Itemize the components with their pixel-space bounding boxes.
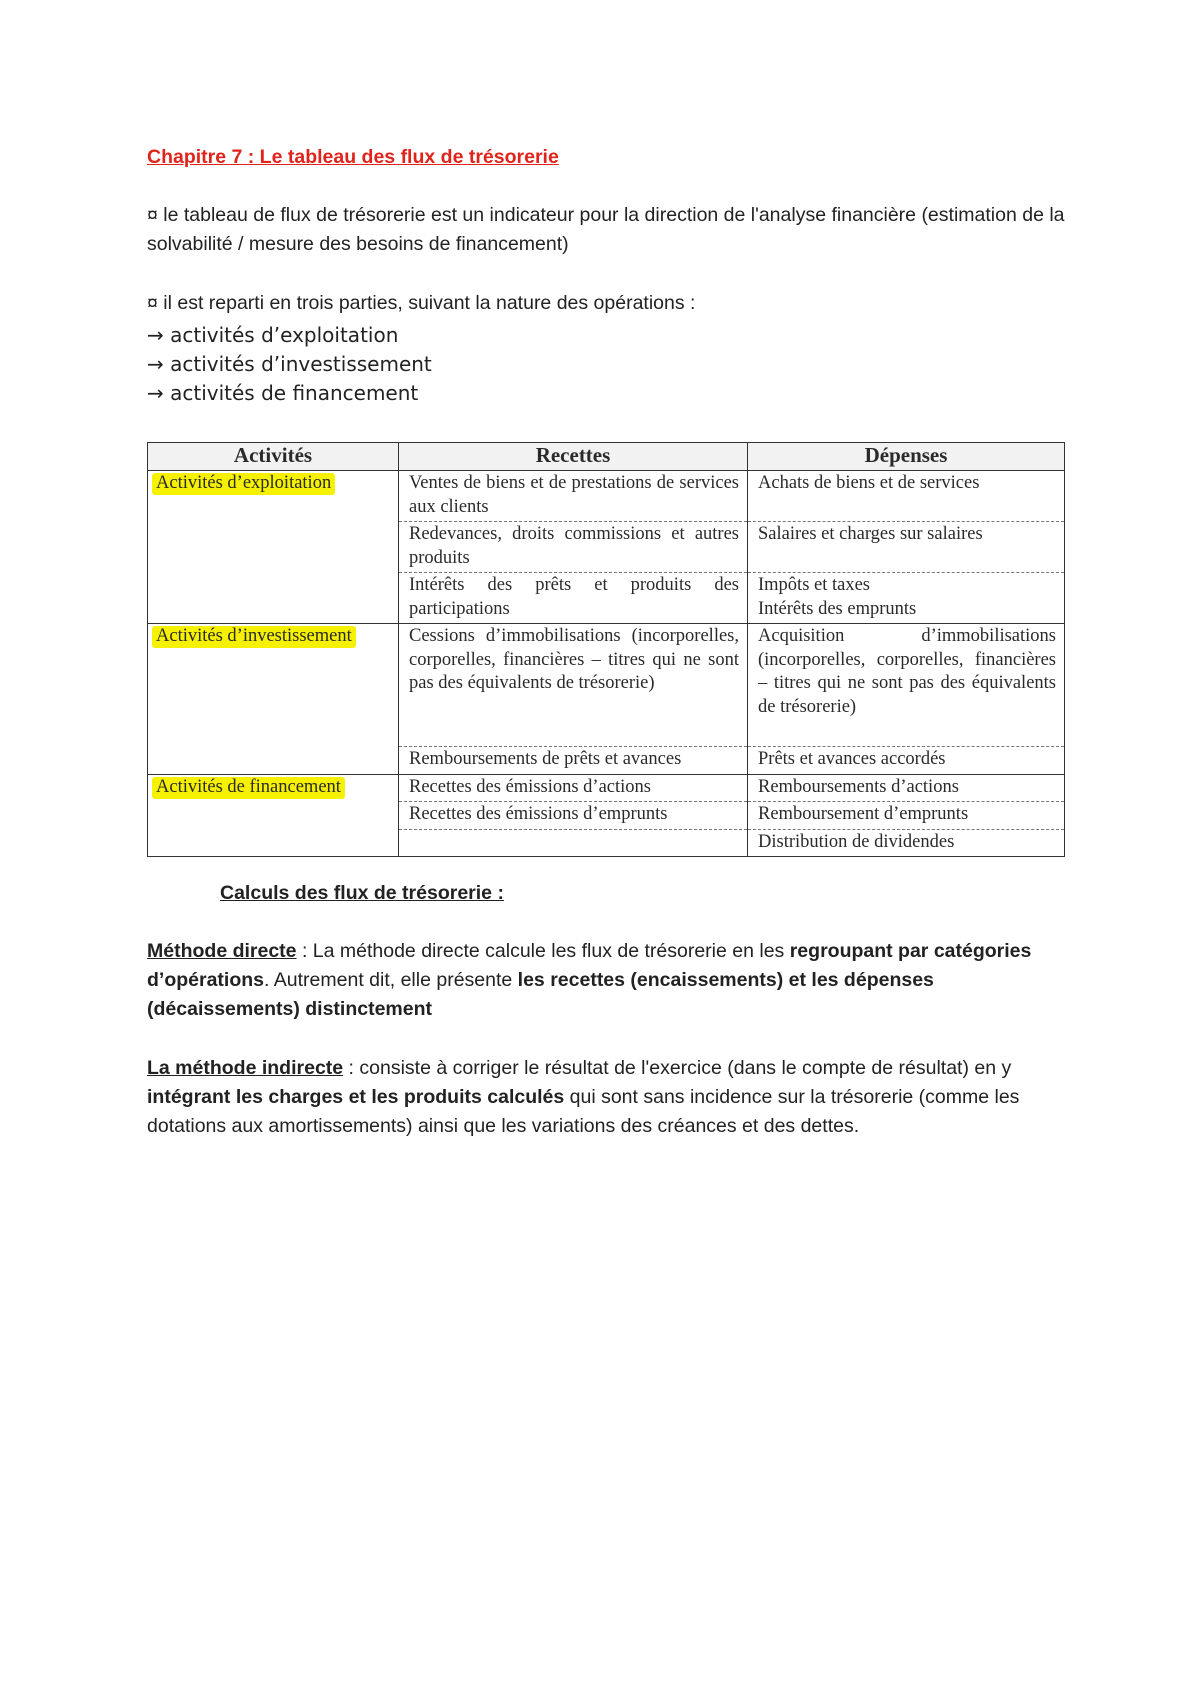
recette-cell: Redevances, droits commissions et autres produits [399, 522, 748, 573]
recette-cell: Recettes des émissions d’emprunts [399, 802, 748, 830]
depense-cell: Achats de biens et de services [748, 471, 1065, 522]
part-item-exploitation: → activités d’exploitation [147, 323, 399, 347]
depense-cell: Salaires et charges sur salaires [748, 522, 1065, 573]
part-item-investissement: → activités d’investissement [147, 352, 432, 376]
depense-cell: Impôts et taxes Intérêts des emprunts [748, 573, 1065, 624]
header-depenses: Dépenses [748, 443, 1065, 471]
header-activites: Activités [148, 443, 399, 471]
indirect-method-paragraph [147, 1054, 1065, 1141]
intro-paragraph-1: ¤ le tableau de flux de trésorerie est un indicateur pour la direction de l'analyse financière (estimation de la solvabilité / mesure des besoins de financement) [147, 204, 1065, 255]
cash-flow-table [147, 442, 1065, 857]
indirect-text-2: qui sont sans incidence sur la trésorerie (comme les dotations aux amortissements) ainsi que les variations des créances et des dettes. [147, 1086, 1020, 1137]
direct-bold-2: les recettes (encaissements) et les dépenses (décaissements) distinctement [147, 969, 934, 1020]
category-investissement: Activités d’investissement [152, 626, 356, 648]
table-row [148, 624, 1065, 747]
recette-cell: Remboursements de prêts et avances [399, 747, 748, 775]
intro-paragraph-2: ¤ il est reparti en trois parties, suivant la nature des opérations : [147, 292, 696, 314]
direct-text-1: : La méthode directe calcule les flux de trésorerie en les [296, 940, 790, 962]
depense-cell: Distribution de dividendes [748, 829, 1065, 857]
direct-method-label: Méthode directe [147, 940, 297, 962]
category-exploitation: Activités d’exploitation [152, 473, 335, 495]
table-row [148, 471, 1065, 522]
chapter-title: Chapitre 7 : Le tableau des flux de trésorerie [147, 146, 559, 168]
table-header-row [148, 443, 1065, 471]
table-row [148, 774, 1065, 802]
depense-cell: Remboursement d’emprunts [748, 802, 1065, 830]
category-cell [148, 624, 399, 775]
indirect-text-1: : consiste à corriger le résultat de l'exercice (dans le compte de résultat) en y [343, 1057, 1012, 1079]
header-recettes: Recettes [399, 443, 748, 471]
depense-cell: Prêts et avances accordés [748, 747, 1065, 775]
direct-method-paragraph [147, 937, 1065, 1024]
category-financement: Activités de financement [152, 777, 345, 799]
recette-cell: Recettes des émissions d’actions [399, 774, 748, 802]
depense-cell: Remboursements d’actions [748, 774, 1065, 802]
part-item-financement: → activités de financement [147, 381, 419, 405]
indirect-bold-1: intégrant les charges et les produits calculés [147, 1086, 565, 1108]
recette-cell [399, 829, 748, 857]
direct-text-2: . Autrement dit, elle présente [264, 969, 518, 991]
depense-cell: Acquisition d’immobilisations (incorporelles, corporelles, financières – titres qui ne sont pas des équivalents de trésorerie) [748, 624, 1065, 747]
recette-cell: Cessions d’immobilisations (incorporelles, corporelles, financières – titres qui ne sont pas des équivalents de trésorerie) [399, 624, 748, 747]
indirect-method-label: La méthode indirecte [147, 1057, 344, 1079]
direct-bold-1: regroupant par catégories d’opérations [147, 940, 1032, 991]
parts-list [147, 321, 432, 408]
recette-cell: Intérêts des prêts et produits des participations [399, 573, 748, 624]
category-cell [148, 471, 399, 624]
recette-cell: Ventes de biens et de prestations de services aux clients [399, 471, 748, 522]
calc-heading: Calculs des flux de trésorerie : [220, 882, 504, 904]
category-cell [148, 774, 399, 857]
